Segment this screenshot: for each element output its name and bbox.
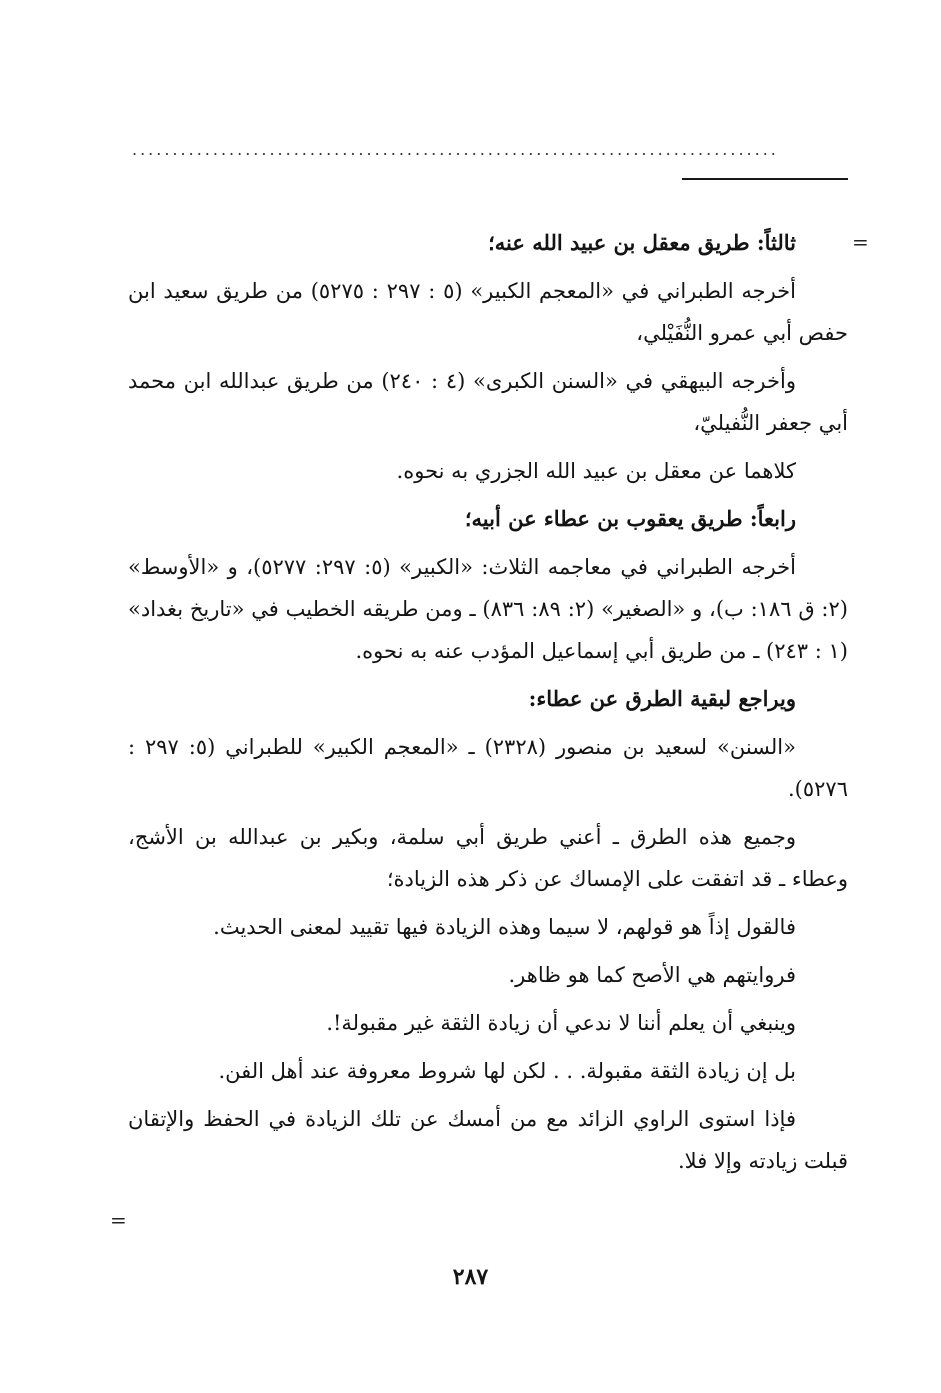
paragraph: فالقول إذاً هو قولهم، لا سيما وهذه الزيادة فيها تقييد لمعنى الحديث. bbox=[213, 915, 796, 939]
footnote-text bbox=[128, 222, 848, 1188]
section-heading-third: ثالثاً: طريق معقل بن عبيد الله عنه؛ bbox=[488, 230, 796, 255]
paragraph: أخرجه الطبراني في «المعجم الكبير» (٥ : ٢٩٧ : ٥٢٧٥) من طريق سعيد ابن حفص أبي عمرو النُّفَيْلي، bbox=[128, 279, 848, 345]
paragraph: وجميع هذه الطرق ـ أعني طريق أبي سلمة، وبكير بن عبدالله بن الأشج، وعطاء ـ قد اتفقت على الإمساك عن ذكر هذه الزيادة؛ bbox=[128, 825, 848, 891]
paragraph: فإذا استوى الراوي الزائد مع من أمسك عن تلك الزيادة في الحفظ والإتقان قبلت زيادته وإلا فلا. bbox=[128, 1107, 848, 1173]
section-heading-other-routes: ويراجع لبقية الطرق عن عطاء: bbox=[528, 686, 796, 711]
paragraph: أخرجه الطبراني في معاجمه الثلاث: «الكبير» (٥: ٢٩٧: ٥٢٧٧)، و «الأوسط» (٢: ق ١٨٦: ب)، و «الصغير» (٢: ٨٩: ٨٣٦) ـ ومن طريقه الخطيب في «تاريخ بغداد» (١ : ٢٤٣) ـ من طريق أبي إسماعيل المؤدب عنه به نحوه. bbox=[128, 555, 848, 663]
paragraph: فروايتهم هي الأصح كما هو ظاهر. bbox=[508, 963, 796, 987]
page-number: ٢٨٧ bbox=[452, 1264, 489, 1290]
paragraph: بل إن زيادة الثقة مقبولة. . . لكن لها شروط معروفة عند أهل الفن. bbox=[218, 1059, 796, 1083]
footnote-separator-rule bbox=[682, 178, 848, 180]
continuation-mark-top: = bbox=[852, 230, 869, 254]
paragraph: كلاهما عن معقل بن عبيد الله الجزري به نحوه. bbox=[396, 459, 796, 483]
paragraph: وينبغي أن يعلم أننا لا ندعي أن زيادة الثقة غير مقبولة!. bbox=[326, 1011, 796, 1035]
section-heading-fourth: رابعاً: طريق يعقوب بن عطاء عن أبيه؛ bbox=[464, 506, 796, 531]
continuation-mark-bottom: = bbox=[110, 1208, 127, 1232]
paragraph: «السنن» لسعيد بن منصور (٢٣٢٨) ـ «المعجم الكبير» للطبراني (٥: ٢٩٧ : ٥٢٧٦). bbox=[128, 735, 848, 801]
paragraph: وأخرجه البيهقي في «السنن الكبرى» (٤ : ٢٤٠) من طريق عبدالله ابن محمد أبي جعفر النُّفيليّ، bbox=[128, 369, 848, 435]
footnote-separator-dots: ................................................................................ bbox=[132, 140, 779, 159]
